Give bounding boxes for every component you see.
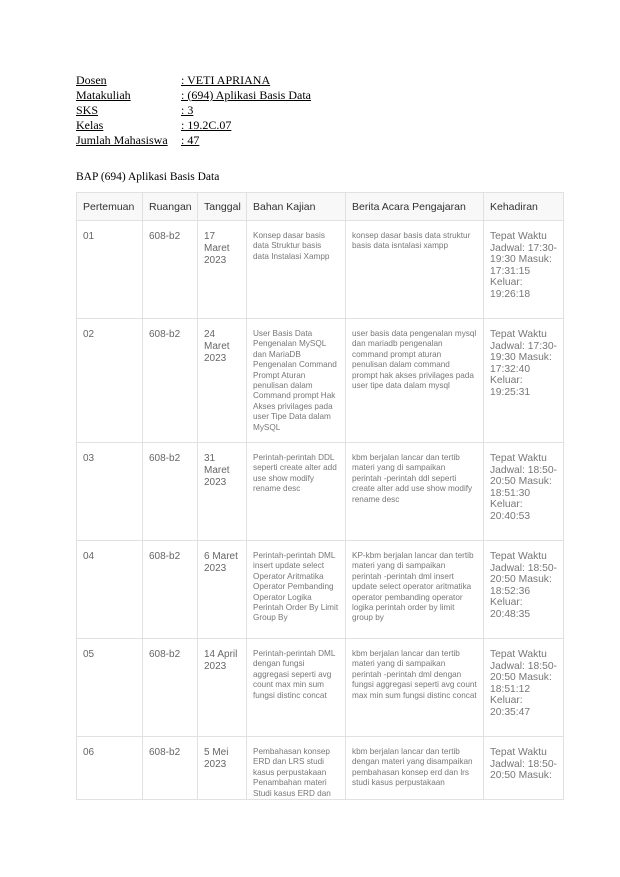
info-label: Matakuliah xyxy=(76,88,131,102)
cell-ruangan: 608-b2 xyxy=(143,319,198,443)
cell-tanggal: 6 Maret 2023 xyxy=(198,541,247,639)
table-row xyxy=(77,221,564,319)
cell-tanggal: 14 April 2023 xyxy=(198,639,247,737)
cell-ruangan: 608-b2 xyxy=(143,221,198,319)
cell-ruangan: 608-b2 xyxy=(143,737,198,800)
table-row xyxy=(77,541,564,639)
cell-pertemuan: 03 xyxy=(77,443,143,541)
header-tanggal: Tanggal xyxy=(198,193,247,221)
cell-tanggal: 5 Mei 2023 xyxy=(198,737,247,800)
cell-kehadiran: Tepat Waktu Jadwal: 18:50-20:50 Masuk: 18:51:30 Keluar: 20:40:53 xyxy=(484,443,564,541)
course-info xyxy=(76,73,311,148)
info-value: : VETI APRIANA xyxy=(181,73,271,87)
info-row xyxy=(76,118,311,133)
cell-tanggal: 24 Maret 2023 xyxy=(198,319,247,443)
cell-berita-acara: user basis data pengenalan mysql dan mariadb pengenalan command prompt aturan penulisan dalam command prompt hak akses privilages pada user tipe data dalam mysql xyxy=(346,319,484,443)
bap-table xyxy=(76,192,564,800)
cell-kehadiran: Tepat Waktu Jadwal: 18:50-20:50 Masuk: 18:52:36 Keluar: 20:48:35 xyxy=(484,541,564,639)
cell-kehadiran: Tepat Waktu Jadwal: 18:50-20:50 Masuk: 18:51:12 Keluar: 20:35:47 xyxy=(484,639,564,737)
cell-berita-acara: kbm berjalan lancar dan tertib materi yang di sampaikan perintah -perintah ddl seperti create alter add use show modify rename desc xyxy=(346,443,484,541)
table-header-row xyxy=(77,193,564,221)
header-kehadiran: Kehadiran xyxy=(484,193,564,221)
cell-kehadiran: Tepat Waktu Jadwal: 17:30-19:30 Masuk: 17:32:40 Keluar: 19:25:31 xyxy=(484,319,564,443)
cell-pertemuan: 02 xyxy=(77,319,143,443)
cell-berita-acara: kbm berjalan lancar dan tertib materi yang di sampaikan perintah -perintah dml dengan fungsi aggregasi seperti avg count max min sum fungsi distinc concat xyxy=(346,639,484,737)
table-row xyxy=(77,737,564,800)
cell-tanggal: 31 Maret 2023 xyxy=(198,443,247,541)
header-pertemuan: Pertemuan xyxy=(77,193,143,221)
section-title: BAP (694) Aplikasi Basis Data xyxy=(76,171,220,183)
cell-bahan-kajian: Konsep dasar basis data Struktur basis data Instalasi Xampp xyxy=(247,221,346,319)
cell-pertemuan: 05 xyxy=(77,639,143,737)
cell-bahan-kajian: Perintah-perintah DML dengan fungsi aggregasi seperti avg count max min sum fungsi distinc concat xyxy=(247,639,346,737)
header-bahan-kajian: Bahan Kajian xyxy=(247,193,346,221)
cell-berita-acara: kbm berjalan lancar dan tertib dengan materi yang disampaikan pembahasan konsep erd dan lrs studi kasus perpustakaan xyxy=(346,737,484,800)
info-row xyxy=(76,88,311,103)
cell-ruangan: 608-b2 xyxy=(143,639,198,737)
cell-berita-acara: konsep dasar basis data struktur basis data isntalasi xampp xyxy=(346,221,484,319)
info-label: Dosen xyxy=(76,73,107,87)
info-value: : (694) Aplikasi Basis Data xyxy=(181,88,311,102)
cell-ruangan: 608-b2 xyxy=(143,541,198,639)
cell-ruangan: 608-b2 xyxy=(143,443,198,541)
cell-pertemuan: 06 xyxy=(77,737,143,800)
cell-tanggal: 17 Maret 2023 xyxy=(198,221,247,319)
cell-pertemuan: 04 xyxy=(77,541,143,639)
table-row xyxy=(77,639,564,737)
info-value: : 3 xyxy=(181,103,194,117)
info-label: Kelas xyxy=(76,118,104,132)
cell-bahan-kajian: User Basis Data Pengenalan MySQL dan MariaDB Pengenalan Command Prompt Aturan penulisan dalam Command prompt Hak Akses privilages pada user Tipe Data dalam MySQL xyxy=(247,319,346,443)
info-row xyxy=(76,103,311,118)
cell-kehadiran: Tepat Waktu Jadwal: 17:30-19:30 Masuk: 17:31:15 Keluar: 19:26:18 xyxy=(484,221,564,319)
info-value: : 19.2C.07 xyxy=(181,118,232,132)
info-label: Jumlah Mahasiswa xyxy=(76,133,168,147)
header-ruangan: Ruangan xyxy=(143,193,198,221)
info-row xyxy=(76,73,311,88)
table-row xyxy=(77,319,564,443)
cell-berita-acara: KP-kbm berjalan lancar dan tertib materi yang di sampaikan perintah -perintah dml insert update select operator aritmatika operator pembanding operator logika perintah order by limit group by xyxy=(346,541,484,639)
cell-bahan-kajian: Perintah-perintah DML insert update select Operator Aritmatika Operator Pembanding Operator Logika Perintah Order By Limit Group By xyxy=(247,541,346,639)
info-value: : 47 xyxy=(181,133,200,147)
cell-bahan-kajian: Pembahasan konsep ERD dan LRS studi kasus perpustakaan Penambahan materi Studi kasus ERD dan xyxy=(247,737,346,800)
cell-kehadiran: Tepat Waktu Jadwal: 18:50-20:50 Masuk: xyxy=(484,737,564,800)
table-row xyxy=(77,443,564,541)
info-label: SKS xyxy=(76,103,99,117)
info-row xyxy=(76,133,311,148)
cell-bahan-kajian: Perintah-perintah DDL seperti create alter add use show modify rename desc xyxy=(247,443,346,541)
cell-pertemuan: 01 xyxy=(77,221,143,319)
header-berita-acara: Berita Acara Pengajaran xyxy=(346,193,484,221)
